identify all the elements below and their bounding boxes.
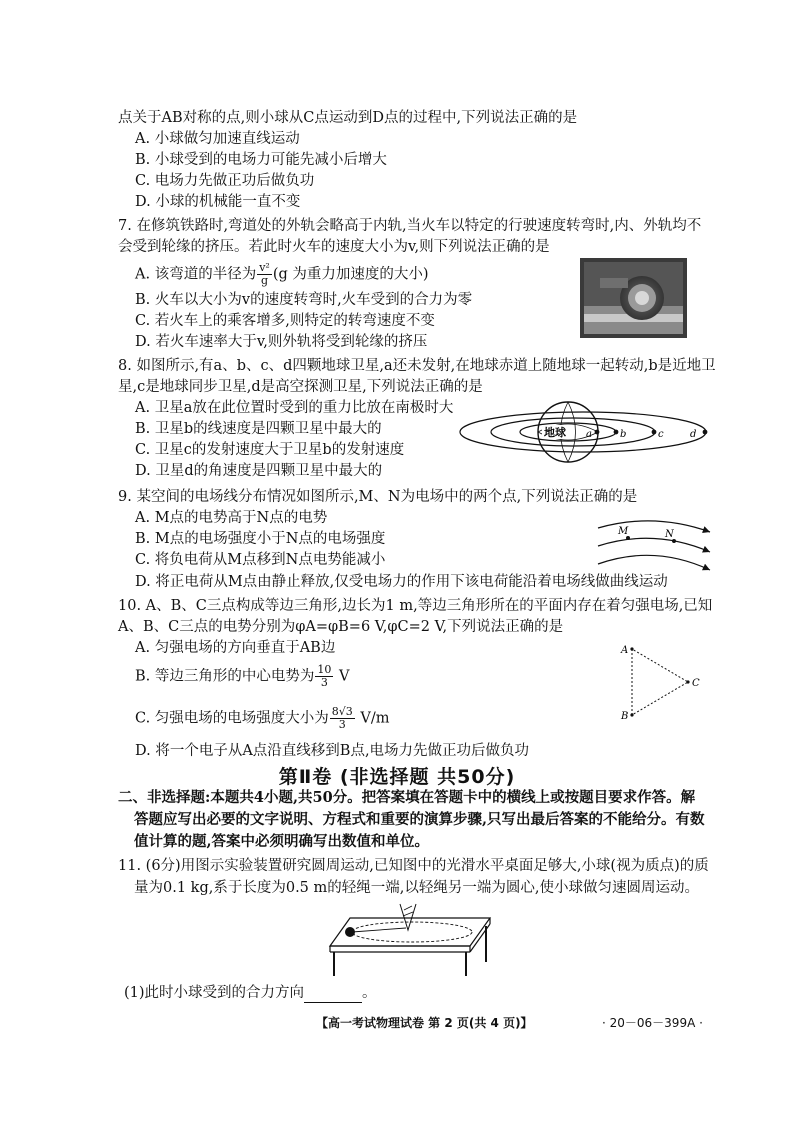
sat-b-label: b (620, 429, 627, 440)
q10-stem-line1: 10. A、B、C三点构成等边三角形,边长为1 m,等边三角形所在的平面内存在着匀强电场,已知 (118, 598, 713, 614)
fraction-denominator: 3 (338, 718, 346, 731)
q11-sub1-text: (1)此时小球受到的合力方向 (124, 985, 305, 1001)
earth-label: 地球 (544, 426, 566, 439)
q9-option-c: C. 将负电荷从M点移到N点电势能减小 (135, 552, 386, 568)
fraction-numerator: 10 (317, 663, 332, 676)
q6-option-d: D. 小球的机械能一直不变 (135, 194, 301, 210)
sat-d-label: d (690, 429, 697, 440)
section-two-instruction-line1: 二、非选择题:本题共4小题,共50分。把答案填在答题卡中的横线上或按题目要求作答。解 (118, 789, 696, 806)
q8-option-b: B. 卫星b的线速度是四颗卫星中最大的 (135, 421, 382, 437)
q10-option-d: D. 将一个电子从A点沿直线移到B点,电场力先做正功后做负功 (135, 743, 530, 759)
q7-option-d: D. 若火车速率大于v,则外轨将受到轮缘的挤压 (135, 334, 428, 350)
q7-wheel-photo (580, 258, 687, 338)
vertex-c-label: C (692, 678, 700, 689)
electric-field-lines (594, 514, 714, 574)
q7-stem-line1: 7. 在修筑铁路时,弯道处的外轨会略高于内轨,当火车以特定的行驶速度转弯时,内、外轨均不 (118, 218, 702, 234)
q11-sub1-end: 。 (362, 985, 377, 1001)
q10-option-a: A. 匀强电场的方向垂直于AB边 (135, 640, 336, 656)
q10-stem-line2: A、B、C三点的电势分别为φA=φB=6 V,φC=2 V,下列说法正确的是 (118, 619, 564, 635)
q6-stem: 点关于AB对称的点,则小球从C点运动到D点的过程中,下列说法正确的是 (118, 110, 578, 126)
equilateral-triangle-abc (620, 642, 710, 722)
q9-stem: 9. 某空间的电场线分布情况如图所示,M、N为电场中的两个点,下列说法正确的是 (118, 489, 638, 505)
q10-field-strength-fraction (330, 706, 355, 731)
q6-option-a: A. 小球做匀加速直线运动 (135, 131, 300, 147)
point-m-label: M (618, 526, 629, 537)
q10-triangle-figure (620, 642, 710, 722)
q9-option-b: B. M点的电场强度小于N点的电场强度 (135, 531, 386, 547)
q8-option-d: D. 卫星d的角速度是四颗卫星中最大的 (135, 463, 383, 479)
q10-center-potential-fraction (315, 664, 333, 689)
q6-option-b: B. 小球受到的电场力可能先减小后增大 (135, 152, 387, 168)
q10-option-b-text: B. 等边三角形的中心电势为 (135, 668, 315, 685)
footer-exam-code: · 20－06－399A · (602, 1016, 703, 1030)
q7-radius-fraction (257, 262, 272, 287)
satellite-orbits-diagram (458, 396, 708, 468)
q6-option-c: C. 电场力先做正功后做负功 (135, 173, 315, 189)
q10-option-c (135, 706, 390, 731)
q11-sub1 (124, 983, 377, 1003)
section-two-title: 第Ⅱ卷 (非选择题 共50分) (278, 766, 516, 788)
q7-option-a (135, 262, 429, 287)
vertex-b-label: B (621, 711, 629, 722)
q10-option-c-unit: V/m (360, 710, 390, 727)
q9-option-a: A. M点的电势高于N点的电势 (135, 510, 328, 526)
sat-a-label: a (586, 429, 592, 440)
point-n-label: N (665, 529, 674, 540)
section-two-instruction-line2: 答题应写出必要的文字说明、方程式和重要的演算步骤,只写出最后答案的不能给分。有数 (134, 811, 705, 828)
vertex-a-label: A (621, 645, 629, 656)
q8-satellite-figure (458, 396, 708, 468)
q10-option-b-unit: V (338, 668, 350, 685)
q10-option-b (135, 664, 349, 689)
q7-stem-line2: 会受到轮缘的挤压。若此时火车的速度大小为v,则下列说法正确的是 (118, 239, 550, 255)
sat-c-label: c (658, 429, 664, 440)
q7-option-a-note: (g 为重力加速度的大小) (272, 266, 429, 283)
section-two-instruction-line3: 值计算的题,答案中必须明确写出数值和单位。 (134, 833, 430, 850)
q10-option-c-text: C. 匀强电场的电场强度大小为 (135, 710, 329, 727)
fraction-denominator: g (260, 274, 269, 287)
q11-apparatus-figure (320, 900, 496, 978)
q8-option-c: C. 卫星c的发射速度大于卫星b的发射速度 (135, 442, 405, 458)
answer-blank[interactable] (304, 988, 362, 1003)
fraction-denominator: 3 (320, 676, 328, 689)
q8-stem-line1: 8. 如图所示,有a、b、c、d四颗地球卫星,a还未发射,在地球赤道上随地球一起转动,b是近地卫 (118, 358, 716, 374)
q11-stem-line2: 量为0.1 kg,系于长度为0.5 m的轻绳一端,以轻绳另一端为圆心,使小球做匀速圆周运动。 (134, 880, 699, 896)
q8-stem-line2: 星,c是地球同步卫星,d是高空探测卫星,下列说法正确的是 (118, 379, 483, 395)
fraction-numerator: v² (259, 261, 270, 274)
q9-field-lines-figure (594, 514, 714, 574)
circular-motion-table (320, 900, 496, 978)
q8-option-a: A. 卫星a放在此位置时受到的重力比放在南极时大 (135, 400, 454, 416)
q7-option-b: B. 火车以大小为v的速度转弯时,火车受到的合力为零 (135, 292, 473, 308)
wheel-rail-image (580, 258, 687, 338)
q11-stem-line1: 11. (6分)用图示实验装置研究圆周运动,已知图中的光滑水平桌面足够大,小球(视为质点)的质 (118, 858, 709, 874)
q9-option-d: D. 将正电荷从M点由静止释放,仅受电场力的作用下该电荷能沿着电场线做曲线运动 (135, 574, 668, 590)
fraction-numerator: 8√3 (331, 705, 353, 718)
q7-option-a-text: A. 该弯道的半径为 (135, 266, 257, 283)
q7-option-c: C. 若火车上的乘客增多,则特定的转弯速度不变 (135, 313, 435, 329)
footer-page-info: 【高一考试物理试卷 第 2 页(共 4 页)】 (316, 1016, 533, 1030)
